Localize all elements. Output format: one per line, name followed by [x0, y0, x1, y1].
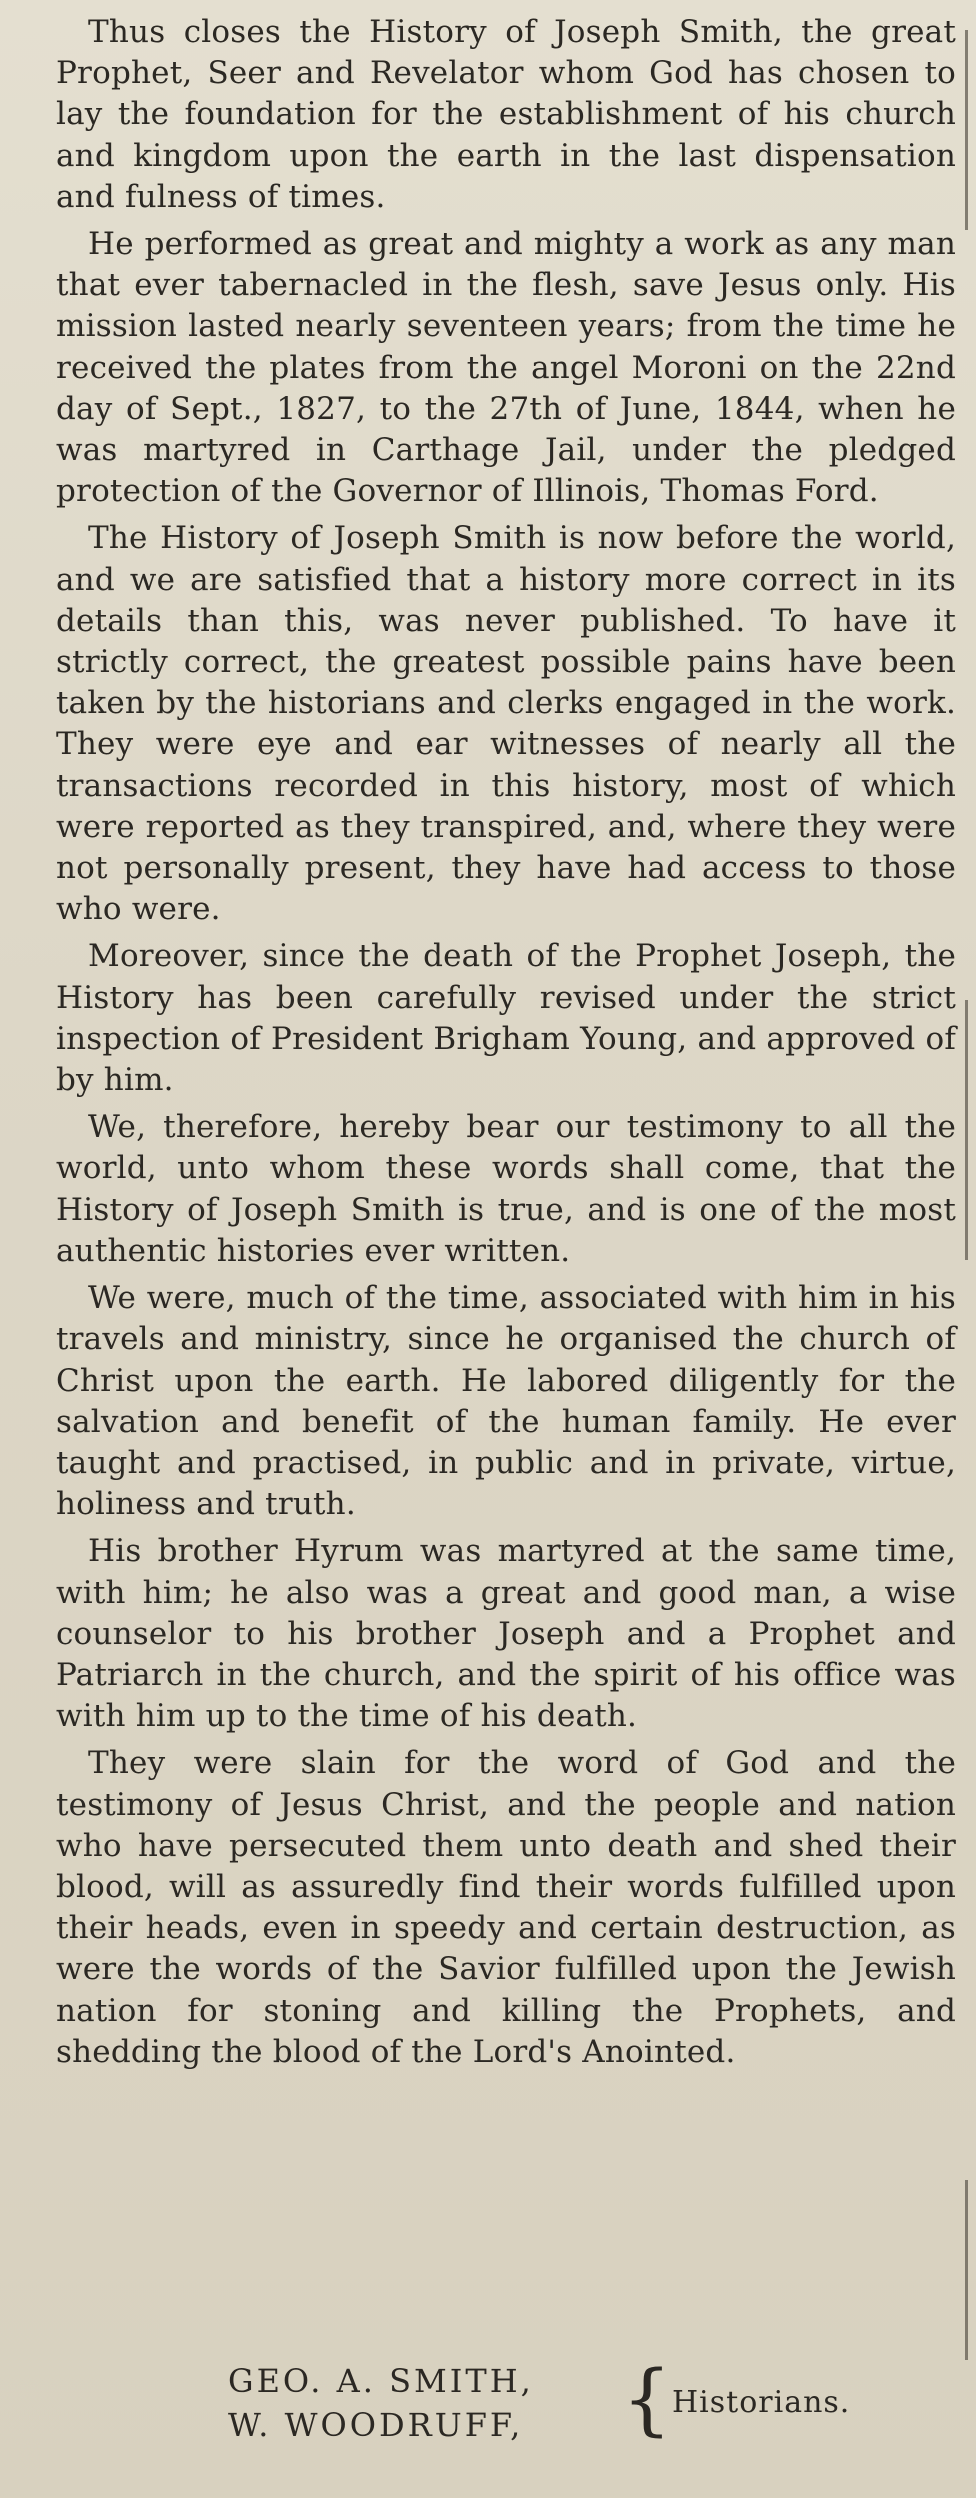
paragraph-history: The History of Joseph Smith is now before the world, and we are satisfied that a history more correct in its details than this, was never published. To have it strictly correct, the greatest possible pains have been taken by the historians and clerks engaged in the work. They were eye and ear witnesses of nearly all the transactions recorded in this history, most of which were reported as they transpired, and, where they were not personally present, they have had access to those who were.: [56, 520, 956, 928]
paragraph-slain: They were slain for the word of God and the testimony of Jesus Christ, and the people and nation who have persecuted them unto death and shed their blood, will as assuredly find their words fulfilled upon their heads, even in speedy and certain destruction, as were the words of the Savior fulfilled upon the Jewish nation for stoning and killing the Prophets, and shedding the blood of the Lord's Anointed.: [56, 1745, 956, 2070]
signatory-names: [228, 2359, 534, 2447]
signature-block: [0, 2345, 976, 2455]
signature-brace: {: [622, 2355, 672, 2445]
signatory-name: GEO. A. SMITH,: [228, 2362, 534, 2400]
column-edge-rule: [965, 2180, 968, 2360]
column-edge-rule: [965, 30, 968, 230]
signatory-role: Historians.: [672, 2385, 851, 2420]
paragraph-testimony: We, therefore, hereby bear our testimony to all the world, unto whom these words shall come, that the History of Joseph Smith is true, and is one of the most authentic histories ever written.: [56, 1109, 956, 1269]
column-edge-rule: [965, 1000, 968, 1260]
paragraph-hyrum: His brother Hyrum was martyred at the same time, with him; he also was a great and good man, a wise counselor to his brother Joseph and a Prophet and Patriarch in the church, and the spirit of his office was with him up to the time of his death.: [56, 1533, 956, 1735]
signatory-name: W. WOODRUFF,: [228, 2406, 524, 2444]
paragraph-revision: Moreover, since the death of the Prophet Joseph, the History has been carefully revised under the strict inspection of President Brigham Young, and approved of by him.: [56, 938, 956, 1099]
article-body: [56, 12, 956, 2073]
paragraph-closing: Thus closes the History of Joseph Smith, the great Prophet, Seer and Revelator whom God has chosen to lay the foundation for the establishment of his church and kingdom upon the earth in the last dispensation and fulness of times.: [56, 14, 956, 215]
paragraph-ministry: We were, much of the time, associated with him in his travels and ministry, since he organised the church of Christ upon the earth. He labored diligently for the salvation and benefit of the human family. He ever taught and practised, in public and in private, virtue, holiness and truth.: [56, 1280, 956, 1523]
paragraph-mission: He performed as great and mighty a work as any man that ever tabernacled in the flesh, save Jesus only. His mission lasted nearly seventeen years; from the time he received the plates from the angel Moroni on the 22nd day of Sept., 1827, to the 27th of June, 1844, when he was martyred in Carthage Jail, under the pledged protection of the Governor of Illinois, Thomas Ford.: [56, 226, 956, 510]
